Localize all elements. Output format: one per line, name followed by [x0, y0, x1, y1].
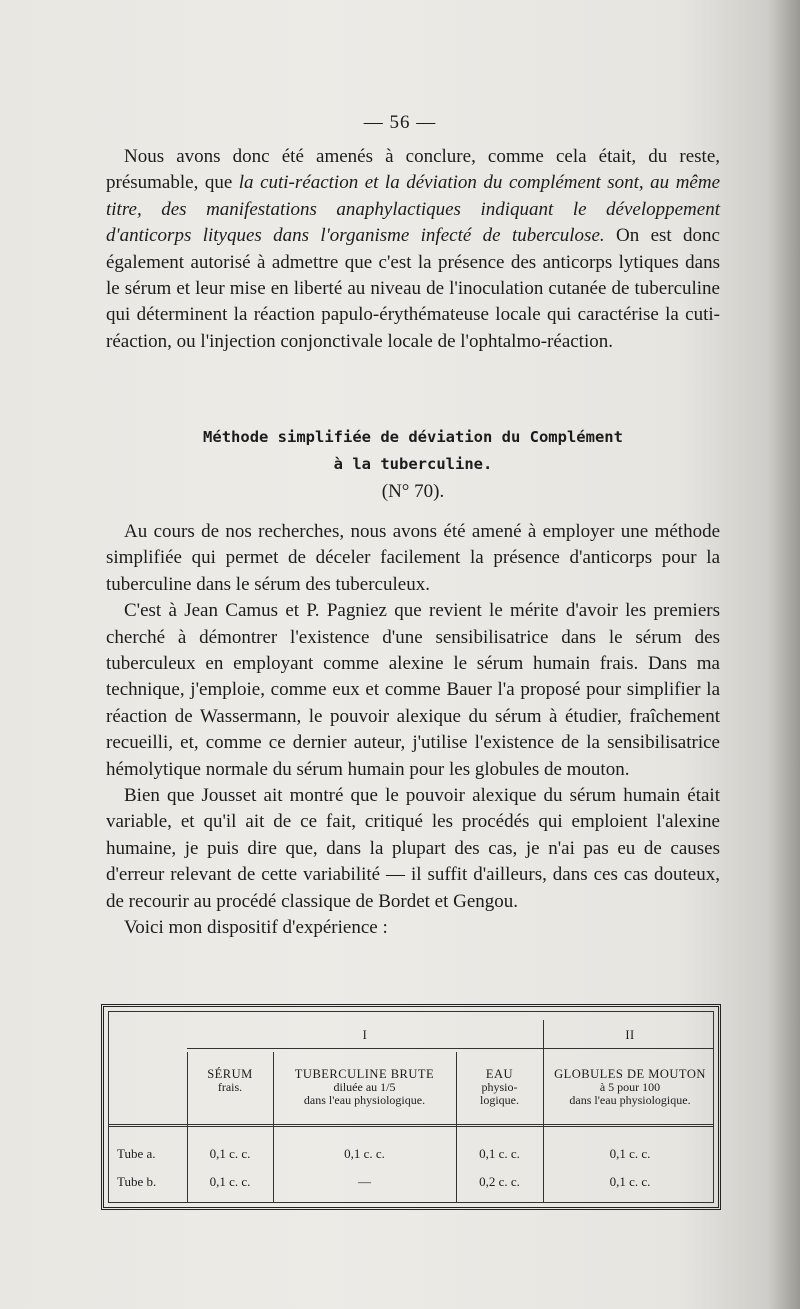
header-eau: EAU physio- logique. [480, 1067, 519, 1107]
cell-serum-b: 0,1 c. c. [209, 1174, 251, 1189]
cell-eau-b: 0,2 c. c. [479, 1174, 520, 1189]
cell-serum-a: 0,1 c. c. [209, 1146, 251, 1161]
intro-text-italic: la cuti-réaction et la déviation du complément sont, au même titre, des manifestations anaphylactiques indiquant le développement d'anticorps lityques dans l'organisme infecté de tuberculose. [106, 172, 720, 247]
header-serum: SÉRUM frais. [207, 1067, 253, 1094]
paragraph: Bien que Jousset ait montré que le pouvoir alexique du sérum humain était variable, et qu'il ait de ce fait, critiqué les procédés qui emploient l'alexine humaine, je puis dire que, dans la plupart des cas, je n'ai pas eu de causes d'erreur relevant de cette variabilité — il suffit d'ailleurs, dans ces cas douteux, de recourir au procédé classique de Bordet et Gengou. [106, 785, 720, 912]
cell-tub-a: 0,1 c. c. [344, 1146, 385, 1161]
heading-line-2: à la tuberculine. [333, 455, 493, 473]
header-tuberculine: TUBERCULINE BRUTE diluée au 1/5 dans l'eau physiologique. [294, 1067, 435, 1107]
paragraph: Voici mon dispositif d'expérience : [124, 917, 388, 939]
intro-text-c: On est donc également autorisé à admettre que c'est la présence des anticorps lytiques dans le sérum et leur mise en liberté au niveau de l'inoculation cutanée de tuberculine qui déterminent la réaction papulo-érythémateuse locale qui caractérise la cuti-réaction, ou l'injection conjonctivale locale de l'ophtalmo-réaction. [106, 225, 720, 352]
paragraph: C'est à Jean Camus et P. Pagniez que revient le mérite d'avoir les premiers cherché à démontrer l'existence d'une sensibilisatrice dans le sérum des tuberculeux en employant comme alexine le sérum humain frais. Dans ma technique, j'emploie, comme eux et comme Bauer l'a proposé pour simplifier la réaction de Wassermann, le pouvoir alexique du sérum à étudier, fraîchement recueilli, et, comme ce dernier auteur, j'utilise l'existence de la sensibilisatrice hémolytique normale du sérum humain pour les globules de mouton. [106, 600, 720, 780]
cell-glob-a: 0,1 c. c. [609, 1146, 651, 1161]
cell-eau-a: 0,1 c. c. [479, 1146, 520, 1161]
group-header-1: I [362, 1028, 368, 1042]
table-frame [108, 1011, 714, 1203]
heading-number: (N° 70). [381, 481, 445, 502]
heading-line-1: Méthode simplifiée de déviation du Complément [203, 428, 623, 446]
cell-glob-b: 0,1 c. c. [609, 1174, 651, 1189]
row-label-b: Tube b. [117, 1174, 157, 1189]
intro-text-a: Nous avons donc été amenés à conclure, comme cela était, du reste, présumable, que [106, 146, 720, 194]
paragraph: Au cours de nos recherches, nous avons été amené à employer une méthode simplifiée qui permet de déceler facilement la présence d'anticorps pour la tuberculine dans le sérum des tuberculeux. [106, 521, 720, 595]
experiment-table [101, 1004, 721, 1210]
row-label-a: Tube a. [117, 1146, 156, 1161]
section-heading [106, 424, 720, 505]
header-globules: GLOBULES DE MOUTON à 5 pour 100 dans l'eau physiologique. [554, 1067, 706, 1107]
cell-tub-b: — [358, 1174, 371, 1189]
group-header-2: II [625, 1028, 635, 1042]
page-number: — 56 — [363, 112, 437, 133]
body-text [106, 519, 720, 942]
intro-paragraph [106, 144, 720, 355]
